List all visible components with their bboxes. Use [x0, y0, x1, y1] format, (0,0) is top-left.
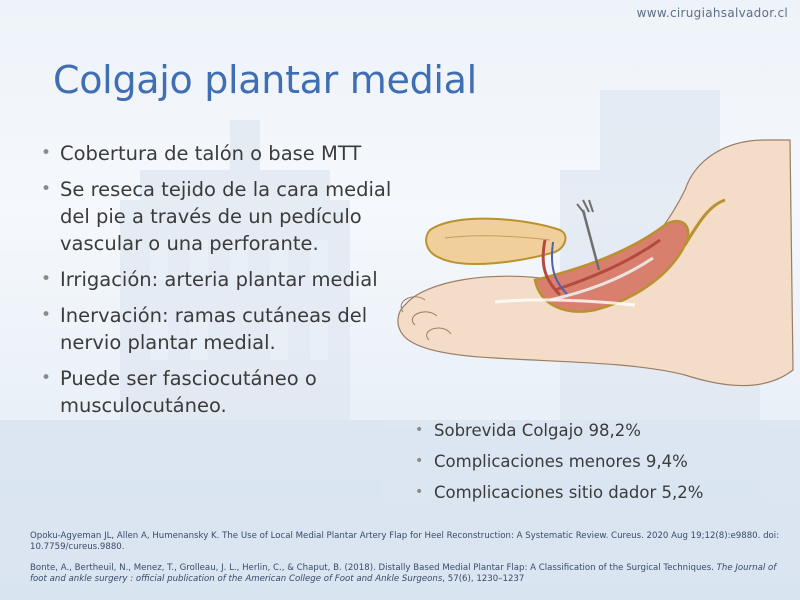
bullet-item	[38, 365, 408, 419]
bullet-text: Se reseca tejido de la cara medial del pie a través de un pedículo vascular o una perforante.	[60, 178, 392, 255]
bullet-icon: •	[41, 179, 52, 199]
main-bullet-list	[38, 140, 408, 428]
bullet-icon: •	[41, 143, 52, 163]
bullet-icon: •	[41, 269, 52, 289]
stat-text: Complicaciones menores 9,4%	[434, 452, 688, 471]
bullet-text: Puede ser fasciocutáneo o musculocutáneo.	[60, 367, 317, 417]
stat-item	[412, 450, 797, 473]
reference-1: Opoku-Agyeman JL, Allen A, Humenansky K. The Use of Local Medial Plantar Artery Flap for Heel Reconstruction: A Systematic Review. Cureus. 2020 Aug 19;12(8):e9880. doi: 10.7759/cureus.9880.	[30, 531, 780, 552]
reference-2-authors: Bonte, A., Bertheuil, N., Menez, T., Grolleau, J. L., Herlin, C., & Chaput, B. (2018). Distally Based Medial Plantar Flap: A Classification of the Surgical Techniques.	[30, 563, 717, 573]
bullet-icon: •	[41, 305, 52, 325]
bullet-text: Cobertura de talón o base MTT	[60, 142, 362, 165]
references	[30, 531, 790, 595]
stat-item	[412, 419, 797, 442]
reference-2-volume: , 57(6), 1230–1237	[442, 574, 525, 584]
reference-2	[30, 563, 790, 585]
site-url: www.cirugiahsalvador.cl	[636, 6, 788, 20]
bullet-icon: •	[415, 422, 424, 438]
bullet-item	[38, 302, 408, 356]
bullet-item	[38, 176, 408, 257]
bullet-text: Inervación: ramas cutáneas del nervio plantar medial.	[60, 304, 368, 354]
bullet-text: Irrigación: arteria plantar medial	[60, 268, 378, 291]
stat-item	[412, 481, 797, 504]
stat-text: Sobrevida Colgajo 98,2%	[434, 421, 641, 440]
bullet-item	[38, 140, 408, 167]
reference-2-journal: The Journal of foot and ankle surgery : official publication of the American College of Foot and Ankle Surgeons	[30, 563, 777, 584]
bullet-icon: •	[415, 484, 424, 500]
stat-text: Complicaciones sitio dador 5,2%	[434, 483, 704, 502]
bullet-icon: •	[415, 453, 424, 469]
bullet-icon: •	[41, 368, 52, 388]
bullet-item	[38, 266, 408, 293]
slide-title: Colgajo plantar medial	[53, 58, 477, 102]
foot-flap-illustration	[385, 130, 797, 392]
stats-bullet-list	[412, 419, 797, 512]
